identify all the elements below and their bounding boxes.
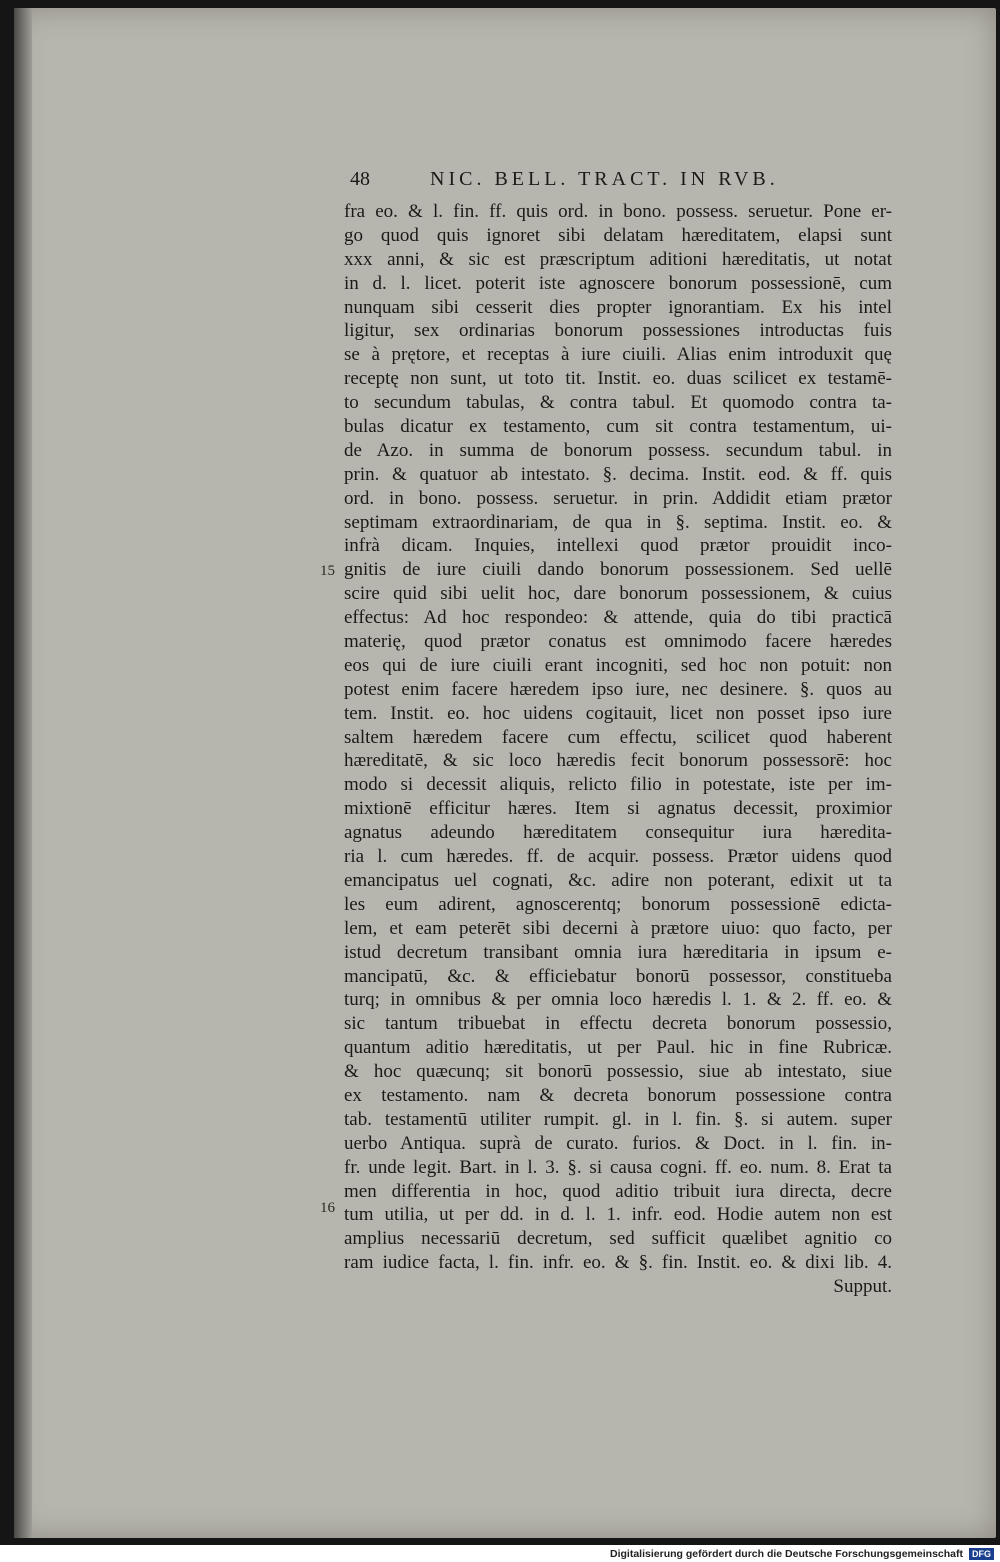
text-line: istud decretum transibant omnia iura hæreditaria in ipsum e-: [344, 941, 892, 963]
text-line: les eum adirent, agnoscerentq; bonorum possessionē edicta-: [344, 893, 892, 915]
text-line: & hoc quæcunq; sit bonorū possessio, siue ab intestato, siue: [344, 1061, 892, 1083]
text-line: go quod quis ignoret sibi delatam hæreditatem, elapsi sunt: [344, 224, 892, 246]
text-line: potest enim facere hæredem ipso iure, nec desinere. §. quos au: [344, 678, 892, 700]
text-line: sic tantum tribuebat in effectu decreta bonorum possessio,: [344, 1013, 892, 1035]
text-line: saltem hæredem facere cum effectu, scilicet quod haberent: [344, 726, 892, 748]
text-line: gnitis de iure ciuili dando bonorum possessionem. Sed uellē: [344, 559, 892, 581]
dfg-logo-icon: DFG: [969, 1548, 994, 1560]
body-text: [344, 200, 892, 1299]
text-line: turq; in omnibus & per omnia loco hæredis l. 1. & 2. ff. eo. &: [344, 989, 892, 1011]
text-line: receptę non sunt, ut toto tit. Instit. eo. duas scilicet ex testamē-: [344, 368, 892, 390]
footer-credit: Digitalisierung gefördert durch die Deutsche Forschungsgemeinschaft: [610, 1547, 963, 1560]
margin-note-15: 15: [320, 563, 335, 579]
text-line: ex testamento. nam & decreta bonorum possessione contra: [344, 1084, 892, 1106]
text-line: hæreditatē, & sic loco hæredis fecit bonorum possessorē: hoc: [344, 750, 892, 772]
text-line: fra eo. & l. fin. ff. quis ord. in bono. possess. seruetur. Pone er-: [344, 201, 892, 222]
text-line: nunquam sibi cesserit dies propter ignorantiam. Ex his intel: [344, 296, 892, 318]
text-line: septimam extraordinariam, de qua in §. septima. Instit. eo. &: [344, 511, 892, 533]
page-gutter-shadow: [14, 8, 32, 1538]
running-head-title: NIC. BELL. TRACT. IN RVB.: [430, 168, 779, 190]
text-line: bulas dicatur ex testamento, cum sit contra testamentum, ui-: [344, 416, 892, 438]
text-line: emancipatus uel cognati, &c. adire non poterant, edixit ut ta: [344, 869, 892, 891]
text-line: prin. & quatuor ab intestato. §. decima. Instit. eod. & ff. quis: [344, 463, 892, 485]
text-line: amplius necessariū decretum, sed sufficit quælibet agnitio co: [344, 1228, 892, 1250]
text-line: modo si decessit aliquis, relicto filio in potestate, iste per im-: [344, 774, 892, 796]
text-line: infrà dicam. Inquies, intellexi quod prætor prouidit inco-: [344, 535, 892, 557]
text-line: tem. Instit. eo. hoc uidens cogitauit, licet non posset ipso iure: [344, 702, 892, 724]
text-line: ram iudice facta, l. fin. infr. eo. & §. fin. Instit. eo. & dixi lib. 4.: [344, 1252, 892, 1274]
text-line: mancipatū, &c. & efficiebatur bonorū possessor, constitueba: [344, 965, 892, 987]
margin-note-16: 16: [320, 1200, 335, 1216]
text-line: in d. l. licet. poterit iste agnoscere bonorum possessionē, cum: [344, 272, 892, 294]
text-line: tab. testamentū utiliter rumpit. gl. in l. fin. §. si autem. super: [344, 1108, 892, 1130]
footer-bar: [0, 1545, 1000, 1562]
text-line: men differentia in hoc, quod aditio tribuit iura directa, decre: [344, 1180, 892, 1202]
text-line: ord. in bono. possess. seruetur. in prin. Addidit etiam prætor: [344, 487, 892, 509]
text-line: se à prętore, et receptas à iure ciuili. Alias enim introduxit quę: [344, 344, 892, 366]
text-line: materię, quod prætor conatus est omnimodo facere hæredes: [344, 631, 892, 653]
text-line: scire quid sibi uelit hoc, dare bonorum possessionem, & cuius: [344, 583, 892, 605]
text-line: to secundum tabulas, & contra tabul. Et quomodo contra ta-: [344, 392, 892, 414]
text-line: de Azo. in summa de bonorum possess. secundum tabul. in: [344, 439, 892, 461]
page-text-block: [344, 168, 892, 1299]
text-line: xxx anni, & sic est præscriptum aditioni hæreditatis, ut notat: [344, 248, 892, 270]
text-line: ligitur, sex ordinarias bonorum possessiones introductas fuis: [344, 320, 892, 342]
text-line: tum utilia, ut per dd. in d. l. 1. infr. eod. Hodie autem non est: [344, 1204, 892, 1226]
text-line: fr. unde legit. Bart. in l. 3. §. si causa cogni. ff. eo. num. 8. Erat ta: [344, 1156, 892, 1178]
text-line: eos qui de iure ciuili erant incogniti, sed hoc non potuit: non: [344, 654, 892, 676]
page-number: 48: [350, 168, 370, 190]
text-line: effectus: Ad hoc respondeo: & attende, quia do tibi practicā: [344, 607, 892, 629]
text-line: quantum aditio hæreditatis, ut per Paul. hic in fine Rubricæ.: [344, 1037, 892, 1059]
running-head: [344, 168, 892, 200]
text-line: lem, et eam peterēt sibi decerni à prætore uiuo: quo facto, per: [344, 917, 892, 939]
text-line: uerbo Antiqua. suprà de curato. furios. & Doct. in l. fin. in-: [344, 1132, 892, 1154]
text-line: agnatus adeundo hæreditatem consequitur iura hæredita-: [344, 822, 892, 844]
text-line: Supput.: [833, 1276, 892, 1298]
text-line: mixtionē efficitur hæres. Item si agnatus decessit, proximior: [344, 798, 892, 820]
text-line: ria l. cum hæredes. ff. de acquir. possess. Prætor uidens quod: [344, 846, 892, 868]
